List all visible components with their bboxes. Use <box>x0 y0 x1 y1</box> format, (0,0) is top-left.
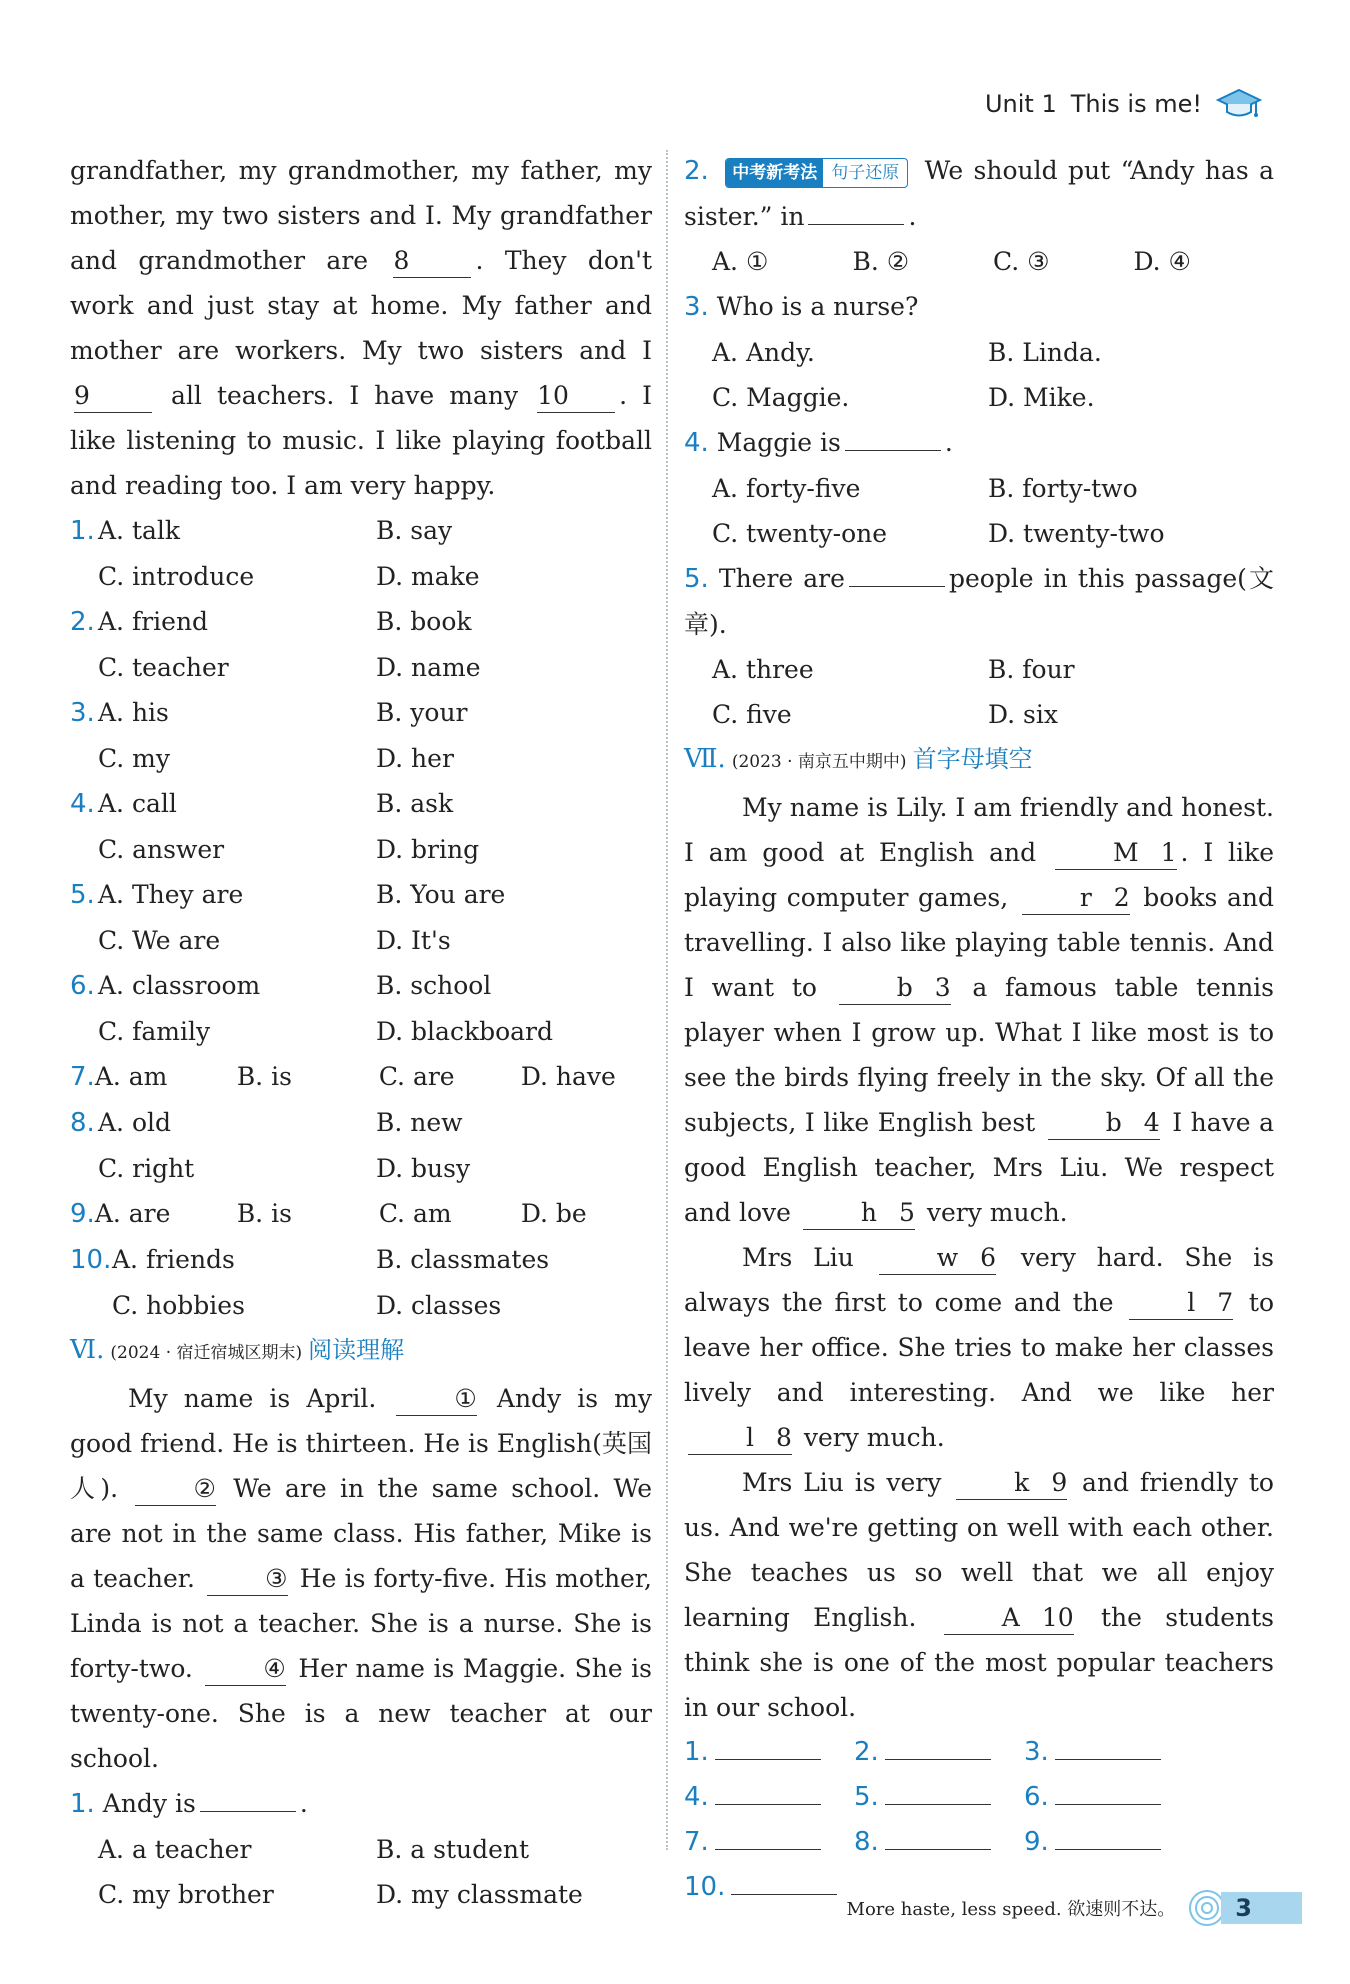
section-name: 阅读理解 <box>308 1336 405 1364</box>
passage-text: Mrs Liu is very <box>742 1468 953 1497</box>
option-d: D. name <box>376 653 481 682</box>
option-b: B. your <box>376 698 468 727</box>
option-c: C. answer <box>98 835 225 864</box>
option-a: A. am <box>94 1062 168 1091</box>
page-footer <box>847 1888 1302 1928</box>
option-a: A. a teacher <box>98 1835 252 1864</box>
question-5 <box>70 872 652 963</box>
option-b: B. Linda. <box>988 338 1102 367</box>
initial-blank-7[interactable] <box>1129 1287 1233 1320</box>
reading-question-1: 1. Andy is . A. a teacher B. a student C. my brother D. my classmate <box>70 1781 652 1917</box>
option-d: D. busy <box>376 1154 471 1183</box>
answer-number: 7. <box>684 1827 709 1857</box>
option-b: B. is <box>236 1199 292 1228</box>
option-d: D. make <box>376 562 480 591</box>
question-2 <box>70 599 652 690</box>
question-number: 2. <box>684 156 709 186</box>
passage-text: My name is Lily. I am friendly and honest. I am good at English and <box>684 793 1274 867</box>
option-b: B. You are <box>376 880 506 909</box>
passage-text: . I like playing computer games, <box>684 838 1274 912</box>
option-c: C. teacher <box>98 653 229 682</box>
answer-number: 8. <box>854 1827 879 1857</box>
answer-line-8[interactable] <box>854 1820 1024 1865</box>
option-a: A. old <box>98 1108 171 1137</box>
initial-blank-5[interactable] <box>803 1197 915 1230</box>
option-a: A. are <box>94 1199 171 1228</box>
option-c: C. am <box>378 1199 452 1228</box>
answer-underline[interactable] <box>1055 1849 1161 1850</box>
option-d: D. have <box>520 1062 616 1091</box>
answer-underline[interactable] <box>715 1849 821 1850</box>
question-number: 10. <box>70 1245 112 1275</box>
question-number: 7. <box>70 1062 95 1092</box>
column-divider <box>666 150 668 1850</box>
passage-text: to leave her office. She tries to make her classes lively and interesting. And we like her <box>684 1288 1274 1407</box>
option-d: D. It's <box>376 926 451 955</box>
passage-text: Mrs Liu <box>742 1243 875 1272</box>
option-c: C. family <box>98 1017 211 1046</box>
option-d: D. Mike. <box>988 383 1095 412</box>
option-d: D. twenty-two <box>988 519 1165 548</box>
section-source: (2024 · 宿迁宿城区期末) <box>110 1343 303 1363</box>
initial-letter: k <box>1014 1468 1030 1497</box>
section-6-heading <box>70 1328 652 1376</box>
passage-text: . They don't work and just stay at home. My father and mother are workers. My two sisters and I <box>70 246 652 365</box>
answer-underline[interactable] <box>885 1759 991 1760</box>
blank-number: 6 <box>980 1243 997 1272</box>
initial-letter-paragraph-1 <box>684 785 1274 1235</box>
option-a: A. ① <box>712 247 769 276</box>
option-d: D. ④ <box>1133 247 1191 276</box>
answer-number: 5. <box>854 1782 879 1812</box>
initial-blank-3[interactable] <box>839 972 951 1005</box>
option-b: B. ② <box>852 247 910 276</box>
option-c: C. right <box>98 1154 195 1183</box>
answer-line-3[interactable] <box>1024 1730 1194 1775</box>
option-a: A. Andy. <box>712 338 815 367</box>
initial-blank-2[interactable] <box>1022 882 1130 915</box>
option-b: B. school <box>376 971 492 1000</box>
option-c: C. hobbies <box>112 1291 245 1320</box>
passage-text: I have a good English teacher, Mrs Liu. We respect and love <box>684 1108 1274 1227</box>
option-c: C. Maggie. <box>712 383 850 412</box>
option-c: C. five <box>712 700 792 729</box>
right-column <box>684 148 1274 1910</box>
answer-number: 3. <box>1024 1737 1049 1767</box>
blank-number: 2 <box>1113 883 1130 912</box>
sentence-blank-1: ① <box>396 1383 476 1416</box>
option-c: C. ③ <box>993 247 1050 276</box>
answer-line-7[interactable] <box>684 1820 854 1865</box>
option-c: C. We are <box>98 926 221 955</box>
answer-underline[interactable] <box>1055 1759 1161 1760</box>
blank-number: 8 <box>776 1423 792 1452</box>
initial-letter: b <box>896 973 913 1002</box>
answer-underline[interactable] <box>715 1804 821 1805</box>
question-number: 4. <box>684 428 709 458</box>
unit-label: Unit 1 <box>984 90 1057 118</box>
option-a: A. friend <box>98 607 209 636</box>
question-number: 1. <box>70 516 95 546</box>
answer-line-5[interactable] <box>854 1775 1024 1820</box>
answer-number: 4. <box>684 1782 709 1812</box>
passage-text: very much. <box>795 1423 945 1452</box>
question-number: 3. <box>684 292 709 322</box>
initial-letter: h <box>860 1198 877 1227</box>
answer-lines <box>684 1730 1274 1910</box>
reading-question-4: 4. Maggie is . A. forty-five B. forty-two C. twenty-one D. twenty-two <box>684 420 1274 556</box>
answer-blank[interactable] <box>808 224 904 225</box>
blank-number: 9 <box>1051 1468 1068 1497</box>
passage-text: all teachers. I have many <box>156 381 534 410</box>
answer-line-9[interactable] <box>1024 1820 1194 1865</box>
answer-number: 2. <box>854 1737 879 1767</box>
blank-number: 1 <box>1160 838 1177 867</box>
options <box>684 239 1274 284</box>
section-7-heading <box>684 737 1274 785</box>
graduation-cap-icon <box>1216 88 1262 120</box>
initial-letter: l <box>746 1423 754 1452</box>
initial-blank-9[interactable] <box>956 1467 1067 1500</box>
reading-question-2: 2. 中考新考法 句子还原 We should put “Andy has a sister.” in . A. ① B. ② C. ③ D. ④ <box>684 148 1274 284</box>
cloze-questions <box>70 508 652 1054</box>
answer-line-1[interactable] <box>684 1730 854 1775</box>
initial-letter: A <box>1001 1603 1020 1632</box>
initial-letter: r <box>1079 883 1092 912</box>
passage-text: grandfather, my grandmother, my father, my mother, my two sisters and I. My grandfather and grandmother are <box>70 156 652 275</box>
sentence-blank-3: ③ <box>207 1563 287 1596</box>
option-b: B. four <box>988 655 1075 684</box>
answer-underline[interactable] <box>885 1804 991 1805</box>
blank-number: 5 <box>898 1198 915 1227</box>
answer-number: 1. <box>684 1737 709 1767</box>
question-number: 2. <box>70 607 95 637</box>
section-source: (2023 · 南京五中期中) <box>731 752 907 772</box>
cloze-blank-10: 10 <box>537 380 615 413</box>
answer-underline[interactable] <box>1055 1804 1161 1805</box>
question-number: 8. <box>70 1108 95 1138</box>
left-column <box>70 148 652 1917</box>
initial-blank-1[interactable] <box>1055 837 1177 870</box>
option-c: C. introduce <box>98 562 255 591</box>
option-a: A. talk <box>98 516 181 545</box>
option-d: D. be <box>520 1199 587 1228</box>
unit-title: This is me! <box>1070 90 1202 118</box>
passage-text: and friendly to us. And we're getting on well with each other. She teaches us so well that we all enjoy learning English. <box>684 1468 1274 1632</box>
option-a: A. three <box>712 655 814 684</box>
answer-blank[interactable] <box>845 450 941 451</box>
answer-number: 6. <box>1024 1782 1049 1812</box>
initial-letter-paragraph-2 <box>684 1235 1274 1460</box>
section-number: Ⅵ. <box>70 1335 105 1365</box>
option-d: D. blackboard <box>376 1017 554 1046</box>
option-d: D. six <box>988 700 1058 729</box>
option-a: A. classroom <box>98 971 261 1000</box>
option-a: A. They are <box>98 880 244 909</box>
reading-question-3: 3. Who is a nurse? A. Andy. B. Linda. C. Maggie. D. Mike. <box>684 284 1274 420</box>
question-7 <box>70 1054 652 1100</box>
answer-line-4[interactable] <box>684 1775 854 1820</box>
option-b: B. ask <box>376 789 454 818</box>
question-1 <box>70 508 652 599</box>
answer-underline[interactable] <box>731 1894 837 1895</box>
question-10 <box>70 1237 652 1328</box>
question-number: 1. <box>70 1789 95 1819</box>
option-b: B. book <box>376 607 472 636</box>
question-3 <box>70 690 652 781</box>
section-number: Ⅶ. <box>684 744 726 774</box>
initial-letter: l <box>1187 1288 1196 1317</box>
answer-underline[interactable] <box>885 1849 991 1850</box>
option-d: D. bring <box>376 835 480 864</box>
option-b: B. classmates <box>376 1245 550 1274</box>
sentence-blank-2: ② <box>135 1473 215 1506</box>
answer-line-6[interactable] <box>1024 1775 1194 1820</box>
blank-number: 3 <box>934 973 951 1002</box>
initial-letter-paragraph-3 <box>684 1460 1274 1730</box>
answer-number: 10. <box>684 1872 726 1902</box>
cloze-blank-9: 9 <box>74 380 152 413</box>
initial-blank-6[interactable] <box>879 1242 996 1275</box>
option-a: A. call <box>98 789 177 818</box>
question-6 <box>70 963 652 1054</box>
reading-question-5: 5. There are people in this passage(文章). A. three B. four C. five D. six <box>684 556 1274 737</box>
section-name: 首字母填空 <box>912 745 1033 773</box>
option-b: B. forty-two <box>988 474 1138 503</box>
option-a: A. his <box>98 698 169 727</box>
option-a: A. forty-five <box>712 474 861 503</box>
initial-blank-4[interactable] <box>1048 1107 1160 1140</box>
page-header <box>985 88 1262 120</box>
question-8 <box>70 1100 652 1191</box>
option-b: B. is <box>236 1062 292 1091</box>
option-c: C. my brother <box>98 1880 274 1909</box>
question-number: 6. <box>70 971 95 1001</box>
passage-text: the students think she is one of the most popular teachers in our school. <box>684 1603 1274 1722</box>
passage-text: books and travelling. I also like playing table tennis. And I want to <box>684 883 1274 1002</box>
passage-text: very much. <box>918 1198 1068 1227</box>
question-4 <box>70 781 652 872</box>
answer-line-10[interactable] <box>684 1865 854 1910</box>
option-d: D. classes <box>376 1291 502 1320</box>
answer-line-2[interactable] <box>854 1730 1024 1775</box>
question-number: 3. <box>70 698 95 728</box>
answer-number: 9. <box>1024 1827 1049 1857</box>
option-b: B. a student <box>376 1835 530 1864</box>
cloze-passage-end <box>70 148 652 508</box>
question-number: 5. <box>684 564 709 594</box>
blank-number: 7 <box>1217 1288 1234 1317</box>
option-d: D. my classmate <box>376 1880 583 1909</box>
passage-text: a famous table tennis player when I grow up. What I like most is to see the birds flying freely in the sky. Of all the subjects, I like English best <box>684 973 1275 1137</box>
question-number: 5. <box>70 880 95 910</box>
cloze-blank-8: 8 <box>393 245 471 278</box>
option-c: C. my <box>98 744 170 773</box>
initial-blank-10[interactable] <box>944 1602 1074 1635</box>
initial-letter: M <box>1113 838 1139 867</box>
blank-number: 10 <box>1041 1603 1074 1632</box>
option-a: A. friends <box>112 1245 235 1274</box>
answer-blank[interactable] <box>200 1811 296 1812</box>
initial-letter: w <box>936 1243 959 1272</box>
question-9 <box>70 1191 652 1237</box>
option-d: D. her <box>376 744 454 773</box>
option-c: C. are <box>378 1062 455 1091</box>
sentence-blank-4: ④ <box>205 1653 285 1686</box>
answer-blank[interactable] <box>849 586 945 587</box>
option-c: C. twenty-one <box>712 519 888 548</box>
passage-text: very hard. She is always the first to come and the <box>684 1243 1274 1317</box>
initial-letter: b <box>1105 1108 1122 1137</box>
blank-number: 4 <box>1143 1108 1160 1137</box>
answer-underline[interactable] <box>715 1759 821 1760</box>
page-number: 3 <box>1221 1892 1302 1924</box>
passage-text: . I like listening to music. I like playing football and reading too. I am very happy. <box>70 381 652 500</box>
question-number: 4. <box>70 789 95 819</box>
new-exam-badge: 中考新考法 句子还原 <box>725 158 908 188</box>
reading-passage: My name is April. ① Andy is my good friend. He is thirteen. He is English(英国人). ② We are in the same school. We are not in the same class. His father, Mike is a teacher. ③ He is forty-five. His mother, Linda is not a teacher. She is a nurse. She is forty-two. ④ Her name is Maggie. She is twenty-one. She is a new teacher at our school. <box>70 1384 653 1773</box>
question-number: 9. <box>70 1199 95 1229</box>
option-b: B. say <box>376 516 453 545</box>
option-b: B. new <box>376 1108 463 1137</box>
initial-blank-8[interactable] <box>688 1422 792 1455</box>
motto: More haste, less speed. 欲速则不达。 <box>846 1899 1176 1920</box>
